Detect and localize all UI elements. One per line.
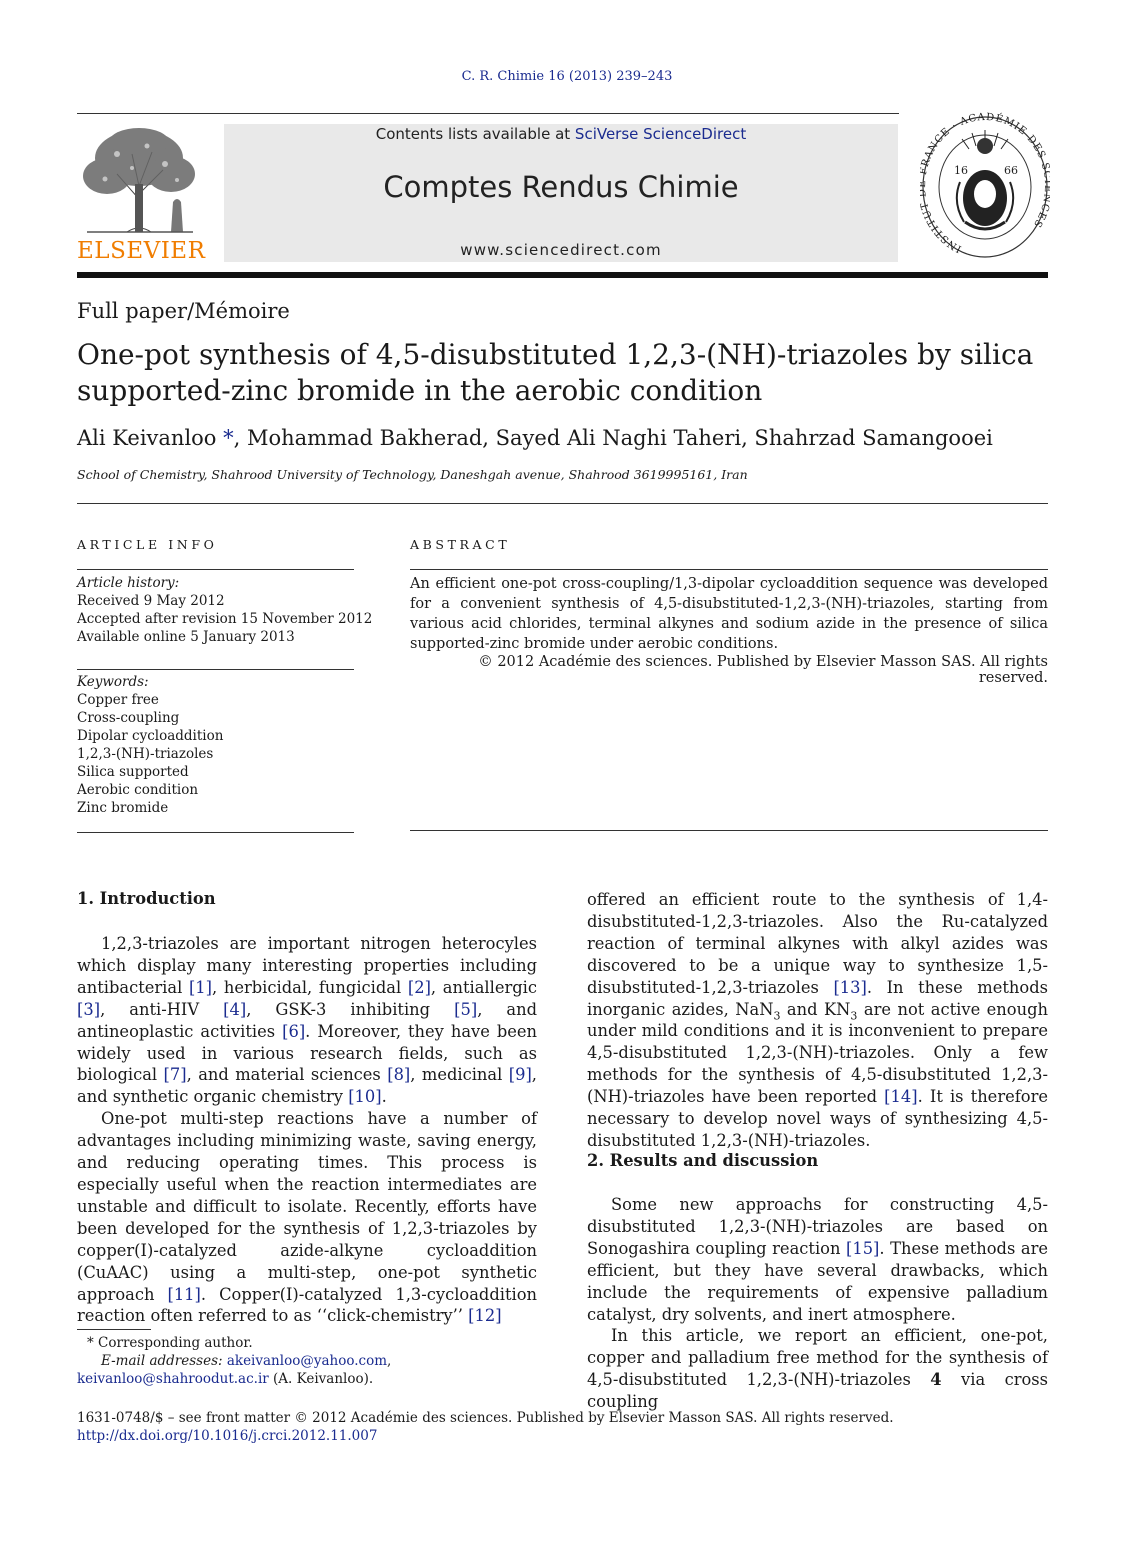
citation-link[interactable]: [1] bbox=[188, 977, 213, 997]
text-run: . It is therefore necessary to develop novel ways of synthesizing 4,5-disubstituted 1,2,3-(NH)-triazoles. bbox=[587, 1087, 1048, 1150]
citation-link[interactable]: [7] bbox=[163, 1065, 187, 1085]
results-heading: 2. Results and discussion bbox=[587, 1151, 819, 1170]
text-run: and KN bbox=[780, 999, 851, 1019]
header-thick-rule bbox=[77, 272, 1048, 278]
footnote-label: Corresponding author. bbox=[98, 1335, 253, 1351]
academie-seal-icon bbox=[920, 112, 1050, 262]
header-top-rule bbox=[77, 113, 899, 114]
left-column bbox=[77, 933, 537, 1327]
contents-line bbox=[224, 125, 898, 143]
citation-link[interactable]: [10] bbox=[348, 1087, 382, 1107]
text-run: , herbicidal, fungicidal bbox=[212, 977, 408, 997]
paper-title: One-pot synthesis of 4,5-disubstituted 1,2,3-(NH)-triazoles by silica supported-zinc bromide in the aerobic condition bbox=[77, 338, 1034, 407]
text-run: , and synthetic organic chemistry bbox=[77, 1065, 537, 1107]
right-column-bottom bbox=[587, 1194, 1048, 1413]
info-rule bbox=[77, 832, 354, 833]
abstract-rule bbox=[410, 830, 1048, 831]
citation-link[interactable]: [13] bbox=[833, 977, 867, 997]
text-run: . In these methods inorganic azides, NaN bbox=[587, 977, 1048, 1019]
footnote-line-3 bbox=[77, 1370, 391, 1388]
text-run: . Copper(I)-catalyzed 1,3-cycloaddition reaction often referred to as ‘‘click-chemistry’’ bbox=[77, 1284, 538, 1326]
citation-link[interactable]: [11] bbox=[167, 1284, 201, 1304]
text-run: , anti-HIV bbox=[100, 999, 224, 1019]
subscript: 3 bbox=[850, 1008, 858, 1022]
text-run: , and material sciences bbox=[186, 1065, 388, 1085]
text-run: , medicinal bbox=[410, 1065, 509, 1085]
subscript: 3 bbox=[773, 1008, 781, 1022]
text-run: , and antineoplastic activities bbox=[77, 999, 538, 1041]
page-footer bbox=[77, 1409, 894, 1445]
results-paragraph-2 bbox=[587, 1325, 1048, 1413]
text-run: . These methods are efficient, but they have several drawbacks, which include the requirements of expensive palladium catalyst, dry solvents, and inert atmosphere. bbox=[587, 1238, 1048, 1324]
accepted-date: Accepted after revision 15 November 2012 bbox=[77, 611, 373, 627]
keyword: Silica supported bbox=[77, 764, 189, 780]
history-label: Article history: bbox=[77, 575, 180, 591]
keywords-label: Keywords: bbox=[77, 674, 149, 690]
section-type: Full paper/Mémoire bbox=[77, 299, 290, 323]
title-bottom-rule bbox=[77, 503, 1048, 504]
citation-link[interactable]: [8] bbox=[387, 1065, 411, 1085]
text-run: One-pot multi-step reactions have a number of advantages including minimizing waste, saving energy, and reducing operating times. This process is especially useful when the reaction intermediates are unstable and difficult to isolate. Recently, efforts have been developed for the synthesis of 1,2,3-triazoles by copper(I)-catalyzed azide-alkyne cycloaddition (CuAAC) using a multi-step, one-pot synthetic approach bbox=[77, 1109, 537, 1304]
online-date: Available online 5 January 2013 bbox=[77, 629, 295, 645]
info-rule bbox=[77, 569, 354, 570]
journal-title: Comptes Rendus Chimie bbox=[383, 170, 739, 204]
text-run: . bbox=[381, 1087, 387, 1107]
corresponding-author-marker[interactable]: * bbox=[223, 426, 234, 450]
results-paragraph-1 bbox=[587, 1194, 1048, 1325]
keyword: Cross-coupling bbox=[77, 710, 180, 726]
right-column-top bbox=[587, 889, 1048, 1152]
journal-url[interactable]: www.sciencedirect.com bbox=[460, 241, 662, 259]
intro-paragraph-2-continued bbox=[587, 889, 1048, 1152]
intro-paragraph-1 bbox=[77, 933, 537, 1108]
citation-link[interactable]: [3] bbox=[77, 999, 101, 1019]
affiliation: School of Chemistry, Shahrood University of Technology, Daneshgah avenue, Shahrood 3619995161, Iran bbox=[77, 467, 748, 482]
seal-text: INSTITUT RANCE · ACADÉMIE DES CES bbox=[920, 112, 1050, 255]
keyword: Zinc bromide bbox=[77, 800, 169, 816]
authors-rest: , Mohammad Bakherad, Sayed Ali Naghi Taheri, Shahrzad Samangooei bbox=[233, 426, 993, 450]
keywords-block bbox=[77, 673, 223, 817]
keyword: 1,2,3-(NH)-triazoles bbox=[77, 746, 214, 762]
abstract-rule bbox=[410, 569, 1048, 570]
article-history bbox=[77, 574, 372, 646]
seal-year-left: 16 bbox=[954, 164, 968, 177]
keyword: Copper free bbox=[77, 692, 159, 708]
text-run: In this article, we report an efficient, one-pot, copper and palladium free method for the synthesis of 4,5-disubstituted 1,2,3-(NH)-triazoles bbox=[587, 1326, 1048, 1390]
citation-link[interactable]: [6] bbox=[282, 1021, 306, 1041]
text-run: via cross coupling bbox=[587, 1370, 1048, 1412]
elsevier-logo[interactable] bbox=[77, 124, 206, 264]
citation-link[interactable]: [4] bbox=[223, 999, 247, 1019]
seal-year-right: 66 bbox=[1004, 164, 1018, 177]
text-run: , antiallergic bbox=[430, 977, 537, 997]
keyword: Dipolar cycloaddition bbox=[77, 728, 224, 744]
email-link-1[interactable]: akeivanloo@yahoo.com bbox=[226, 1353, 387, 1369]
introduction-heading: 1. Introduction bbox=[77, 889, 216, 908]
citation-link[interactable]: [2] bbox=[407, 977, 431, 997]
journal-reference-text[interactable]: C. R. Chimie 16 (2013) 239–243 bbox=[461, 69, 673, 84]
text-run: Some new approachs for constructing 4,5-disubstituted 1,2,3-(NH)-triazoles are based on Sonogashira coupling reaction bbox=[587, 1195, 1048, 1258]
footnote-marker: * bbox=[87, 1335, 94, 1351]
journal-reference[interactable] bbox=[0, 69, 1134, 84]
citation-link[interactable]: [9] bbox=[508, 1065, 532, 1085]
corresponding-author-footnote bbox=[77, 1334, 391, 1388]
info-rule bbox=[77, 669, 354, 670]
journal-banner bbox=[224, 124, 898, 262]
email-owner: (A. Keivanloo). bbox=[273, 1371, 374, 1387]
text-run: offered an efficient route to the synthesis of 1,4-disubstituted-1,2,3-triazoles. Also the Ru-catalyzed reaction of terminal alkynes with alkyl azides was discovered to be a unique way to synthesize 1,5-disubstituted-1,2,3-triazoles bbox=[587, 890, 1048, 997]
intro-paragraph-2 bbox=[77, 1108, 537, 1327]
elsevier-wordmark: ELSEVIER bbox=[77, 238, 206, 264]
email-link-2[interactable]: keivanloo@shahroodut.ac.ir bbox=[77, 1371, 269, 1387]
issn-line: 1631-0748/$ – see front matter © 2012 Académie des sciences. Published by Elsevier Masson SAS. All rights reserved. bbox=[77, 1410, 894, 1426]
author-list bbox=[77, 426, 993, 450]
footnote-line-2 bbox=[77, 1352, 391, 1370]
citation-link[interactable]: [15] bbox=[845, 1238, 880, 1258]
citation-link[interactable]: [12] bbox=[468, 1306, 502, 1326]
abstract-copyright: © 2012 Académie des sciences. Published by Elsevier Masson SAS. All rights reserved. bbox=[478, 654, 1048, 686]
text-run: are not active enough under mild conditions and it is inconvenient to prepare 4,5-disubstituted 1,2,3-(NH)-triazoles. Only a few methods for the synthesis of 4,5-disubstituted 1,2,3-(NH)-triazoles have been reported bbox=[587, 999, 1048, 1107]
email-label: E-mail addresses: bbox=[101, 1353, 223, 1369]
author-first: Ali Keivanloo bbox=[77, 426, 217, 450]
text-run: 1,2,3-triazoles are important nitrogen heterocyles which display many interesting properties including antibacterial bbox=[77, 934, 537, 997]
compound-number: 4 bbox=[930, 1370, 942, 1390]
abstract-heading: ABSTRACT bbox=[410, 537, 511, 552]
email-separator: , bbox=[387, 1353, 392, 1369]
text-run: , GSK-3 inhibiting bbox=[246, 999, 455, 1019]
citation-link[interactable]: [5] bbox=[454, 999, 478, 1019]
doi-link[interactable]: http://dx.doi.org/10.1016/j.crci.2012.11.007 bbox=[77, 1428, 378, 1444]
received-date: Received 9 May 2012 bbox=[77, 593, 225, 609]
contents-prefix: Contents lists available at bbox=[375, 125, 575, 143]
academie-seal bbox=[920, 112, 1050, 262]
footnote-rule bbox=[77, 1329, 151, 1330]
article-info-heading: ARTICLE INFO bbox=[77, 537, 218, 552]
sciencedirect-link[interactable]: SciVerse ScienceDirect bbox=[574, 125, 747, 143]
text-run: . Moreover, they have been widely used in various research fields, such as biological bbox=[77, 1021, 538, 1085]
citation-link[interactable]: [14] bbox=[884, 1087, 918, 1107]
keyword: Aerobic condition bbox=[77, 782, 199, 798]
abstract-text: An efficient one-pot cross-coupling/1,3-dipolar cycloaddition sequence was developed for a convenient synthesis of 4,5-disubstituted-1,2,3-(NH)-triazoles, starting from various acid chlorides, terminal alkynes and sodium azide in the presence of silica supported-zinc bromide under aerobic conditions. bbox=[410, 576, 1048, 652]
footnote-line-1 bbox=[77, 1334, 391, 1352]
